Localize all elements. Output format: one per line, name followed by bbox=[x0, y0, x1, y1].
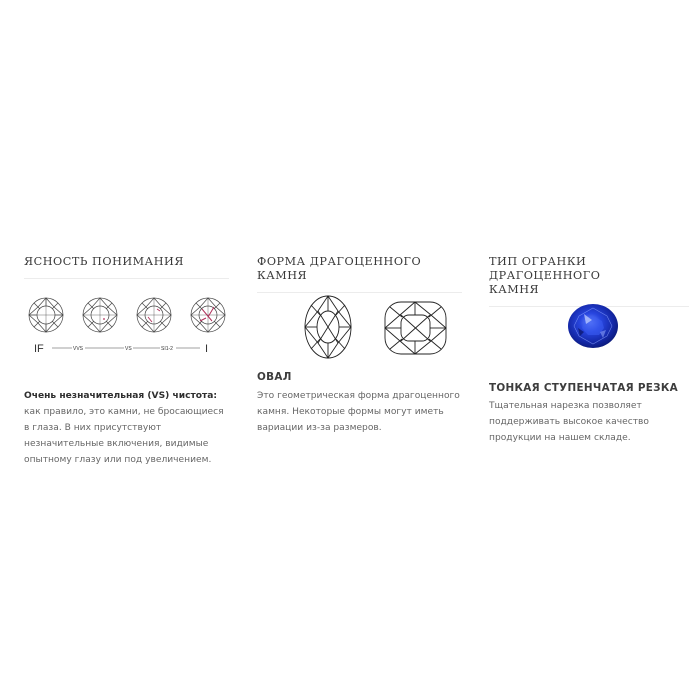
gem-shape-diagram bbox=[302, 293, 462, 365]
shape-name: ОВАЛ bbox=[257, 371, 292, 383]
clarity-heading: ЯСНОСТЬ ПОНИМАНИЯ bbox=[24, 255, 229, 279]
diamond-i-icon bbox=[191, 298, 225, 332]
diamond-vvs-icon bbox=[83, 298, 117, 332]
cut-heading-line-2: КАМНЯ bbox=[489, 283, 540, 296]
clarity-description-text: как правило, это камни, не бросающиеся в глаза. В них присутствуют незначительные включения, видимые опытному глазу или под увеличением. bbox=[24, 407, 224, 465]
shape-description: Это геометрическая форма драгоценного камня. Некоторые формы могут иметь вариации из-за размеров. bbox=[257, 391, 460, 433]
clarity-scale-diagram bbox=[24, 295, 229, 365]
diamond-if-icon bbox=[29, 298, 63, 332]
shape-section bbox=[257, 255, 462, 433]
cushion-cut-icon bbox=[385, 302, 446, 354]
scale-label-if: IF bbox=[34, 343, 44, 355]
shape-heading: ФОРМА ДРАГОЦЕННОГО КАМНЯ bbox=[257, 255, 462, 293]
cut-heading bbox=[489, 255, 689, 307]
scale-label-si: SI1-2 bbox=[161, 346, 173, 352]
cut-section bbox=[489, 255, 689, 443]
clarity-grade-label: Очень незначительная (VS) чистота: bbox=[24, 391, 218, 401]
cut-heading-line-1: ТИП ОГРАНКИ ДРАГОЦЕННОГО bbox=[489, 255, 601, 282]
clarity-section bbox=[24, 255, 229, 465]
scale-label-i: I bbox=[205, 343, 209, 355]
diamond-vs-icon bbox=[137, 298, 171, 332]
scale-label-vs: VS bbox=[125, 346, 132, 352]
cut-name: ТОНКАЯ СТУПЕНЧАТАЯ РЕЗКА bbox=[489, 382, 679, 394]
cut-description: Тщательная нарезка позволяет поддерживать высокое качество продукции на нашем складе. bbox=[489, 401, 649, 443]
sapphire-gem-image bbox=[566, 302, 620, 350]
oval-cut-icon bbox=[305, 296, 351, 358]
clarity-description bbox=[24, 388, 224, 468]
scale-label-vvs: VVS bbox=[73, 346, 84, 352]
